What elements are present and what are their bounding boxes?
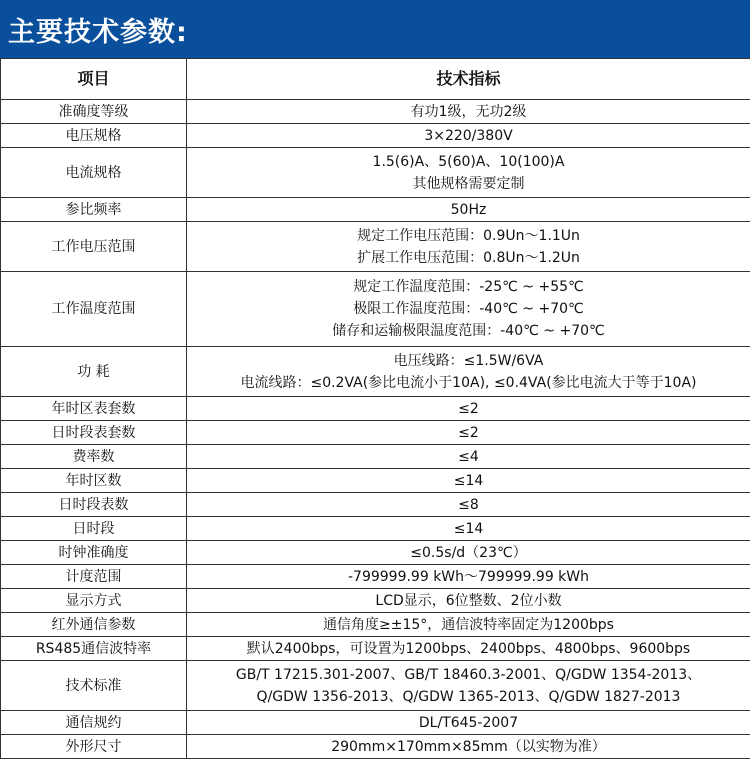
row-spec-value bbox=[187, 517, 750, 541]
table-row bbox=[1, 637, 750, 661]
row-item-label: 工作电压范围 bbox=[1, 222, 187, 272]
table-row bbox=[1, 397, 750, 421]
row-item-label: 功 耗 bbox=[1, 347, 187, 397]
header-spec: 技术指标 bbox=[187, 59, 750, 100]
row-spec-value bbox=[187, 397, 750, 421]
spec-line: Q/GDW 1356-2013、Q/GDW 1365-2013、Q/GDW 1827-2013 bbox=[256, 688, 681, 705]
table-row bbox=[1, 469, 750, 493]
row-spec-value bbox=[187, 469, 750, 493]
spec-line: ≤2 bbox=[458, 424, 479, 441]
spec-line: ≤4 bbox=[458, 448, 479, 465]
spec-line: LCD显示，6位整数、2位小数 bbox=[375, 592, 562, 609]
spec-line: 扩展工作电压范围：0.8Un～1.2Un bbox=[357, 249, 580, 266]
row-item-label: 年时区表套数 bbox=[1, 397, 187, 421]
spec-line: 电流线路：≤0.2VA(参比电流小于10A), ≤0.4VA(参比电流大于等于10A) bbox=[240, 374, 697, 391]
spec-line: 290mm×170mm×85mm（以实物为准） bbox=[331, 738, 606, 755]
row-item-label: 日时段表套数 bbox=[1, 421, 187, 445]
row-spec-value bbox=[187, 198, 750, 222]
table-row bbox=[1, 493, 750, 517]
table-row bbox=[1, 222, 750, 272]
row-spec-value bbox=[187, 493, 750, 517]
row-item-label: 通信规约 bbox=[1, 711, 187, 735]
table-row bbox=[1, 100, 750, 124]
row-item-label: 计度范围 bbox=[1, 565, 187, 589]
spec-line: ≤0.5s/d（23℃） bbox=[410, 544, 527, 561]
spec-line: ≤8 bbox=[458, 496, 479, 513]
row-spec-value bbox=[187, 541, 750, 565]
row-item-label: 技术标准 bbox=[1, 661, 187, 711]
spec-line: 规定工作温度范围：-25℃ ~ +55℃ bbox=[353, 279, 584, 295]
spec-line: ≤2 bbox=[458, 400, 479, 417]
row-spec-value bbox=[187, 735, 750, 759]
row-item-label: 红外通信参数 bbox=[1, 613, 187, 637]
header-item: 项目 bbox=[1, 59, 187, 100]
table-row bbox=[1, 347, 750, 397]
table-row bbox=[1, 565, 750, 589]
row-spec-value bbox=[187, 272, 750, 347]
spec-line: ≤14 bbox=[453, 520, 484, 537]
table-row bbox=[1, 445, 750, 469]
spec-line: 默认2400bps，可设置为1200bps、2400bps、4800bps、9600bps bbox=[246, 640, 691, 657]
row-item-label: 日时段 bbox=[1, 517, 187, 541]
row-spec-value bbox=[187, 711, 750, 735]
spec-line: 1.5(6)A、5(60)A、10(100)A bbox=[372, 153, 565, 170]
spec-line: ≤14 bbox=[453, 472, 484, 489]
section-title: 主要技术参数: bbox=[8, 16, 188, 48]
table-row bbox=[1, 711, 750, 735]
row-spec-value bbox=[187, 445, 750, 469]
table-row bbox=[1, 541, 750, 565]
spec-line: 储存和运输极限温度范围：-40℃ ~ +70℃ bbox=[332, 323, 605, 339]
row-spec-value bbox=[187, 661, 750, 711]
row-item-label: 外形尺寸 bbox=[1, 735, 187, 759]
row-item-label: 准确度等级 bbox=[1, 100, 187, 124]
table-row bbox=[1, 148, 750, 198]
row-item-label: 参比频率 bbox=[1, 198, 187, 222]
row-spec-value bbox=[187, 148, 750, 198]
spec-line: GB/T 17215.301-2007、GB/T 18460.3-2001、Q/GDW 1354-2013、 bbox=[235, 666, 702, 683]
table-row bbox=[1, 124, 750, 148]
table-row bbox=[1, 421, 750, 445]
row-item-label: 工作温度范围 bbox=[1, 272, 187, 347]
row-spec-value bbox=[187, 222, 750, 272]
spec-line: 3×220/380V bbox=[424, 127, 513, 144]
row-item-label: 电流规格 bbox=[1, 148, 187, 198]
table-row bbox=[1, 661, 750, 711]
row-item-label: RS485通信波特率 bbox=[1, 637, 187, 661]
spec-line: 通信角度≥±15°，通信波特率固定为1200bps bbox=[323, 616, 614, 633]
row-item-label: 费率数 bbox=[1, 445, 187, 469]
row-spec-value bbox=[187, 347, 750, 397]
spec-table bbox=[0, 58, 750, 759]
spec-line: 其他规格需要定制 bbox=[412, 175, 525, 192]
spec-line: -799999.99 kWh～799999.99 kWh bbox=[347, 568, 589, 585]
spec-line: 规定工作电压范围：0.9Un～1.1Un bbox=[357, 227, 580, 244]
row-spec-value bbox=[187, 100, 750, 124]
spec-line: 极限工作温度范围：-40℃ ~ +70℃ bbox=[353, 301, 584, 317]
spec-line: 50Hz bbox=[450, 201, 487, 218]
section-banner bbox=[0, 0, 750, 58]
spec-line: 有功1级，无功2级 bbox=[410, 103, 527, 120]
table-row bbox=[1, 589, 750, 613]
row-item-label: 时钟准确度 bbox=[1, 541, 187, 565]
row-item-label: 日时段表数 bbox=[1, 493, 187, 517]
row-spec-value bbox=[187, 589, 750, 613]
table-row bbox=[1, 613, 750, 637]
row-spec-value bbox=[187, 565, 750, 589]
spec-line: 电压线路：≤1.5W/6VA bbox=[393, 352, 544, 369]
table-row bbox=[1, 735, 750, 759]
table-row bbox=[1, 517, 750, 541]
table-row bbox=[1, 272, 750, 347]
spec-line: DL/T645-2007 bbox=[418, 714, 519, 731]
table-row bbox=[1, 198, 750, 222]
row-spec-value bbox=[187, 124, 750, 148]
row-spec-value bbox=[187, 613, 750, 637]
row-spec-value bbox=[187, 421, 750, 445]
row-spec-value bbox=[187, 637, 750, 661]
table-header-row bbox=[1, 59, 750, 100]
row-item-label: 年时区数 bbox=[1, 469, 187, 493]
row-item-label: 电压规格 bbox=[1, 124, 187, 148]
row-item-label: 显示方式 bbox=[1, 589, 187, 613]
